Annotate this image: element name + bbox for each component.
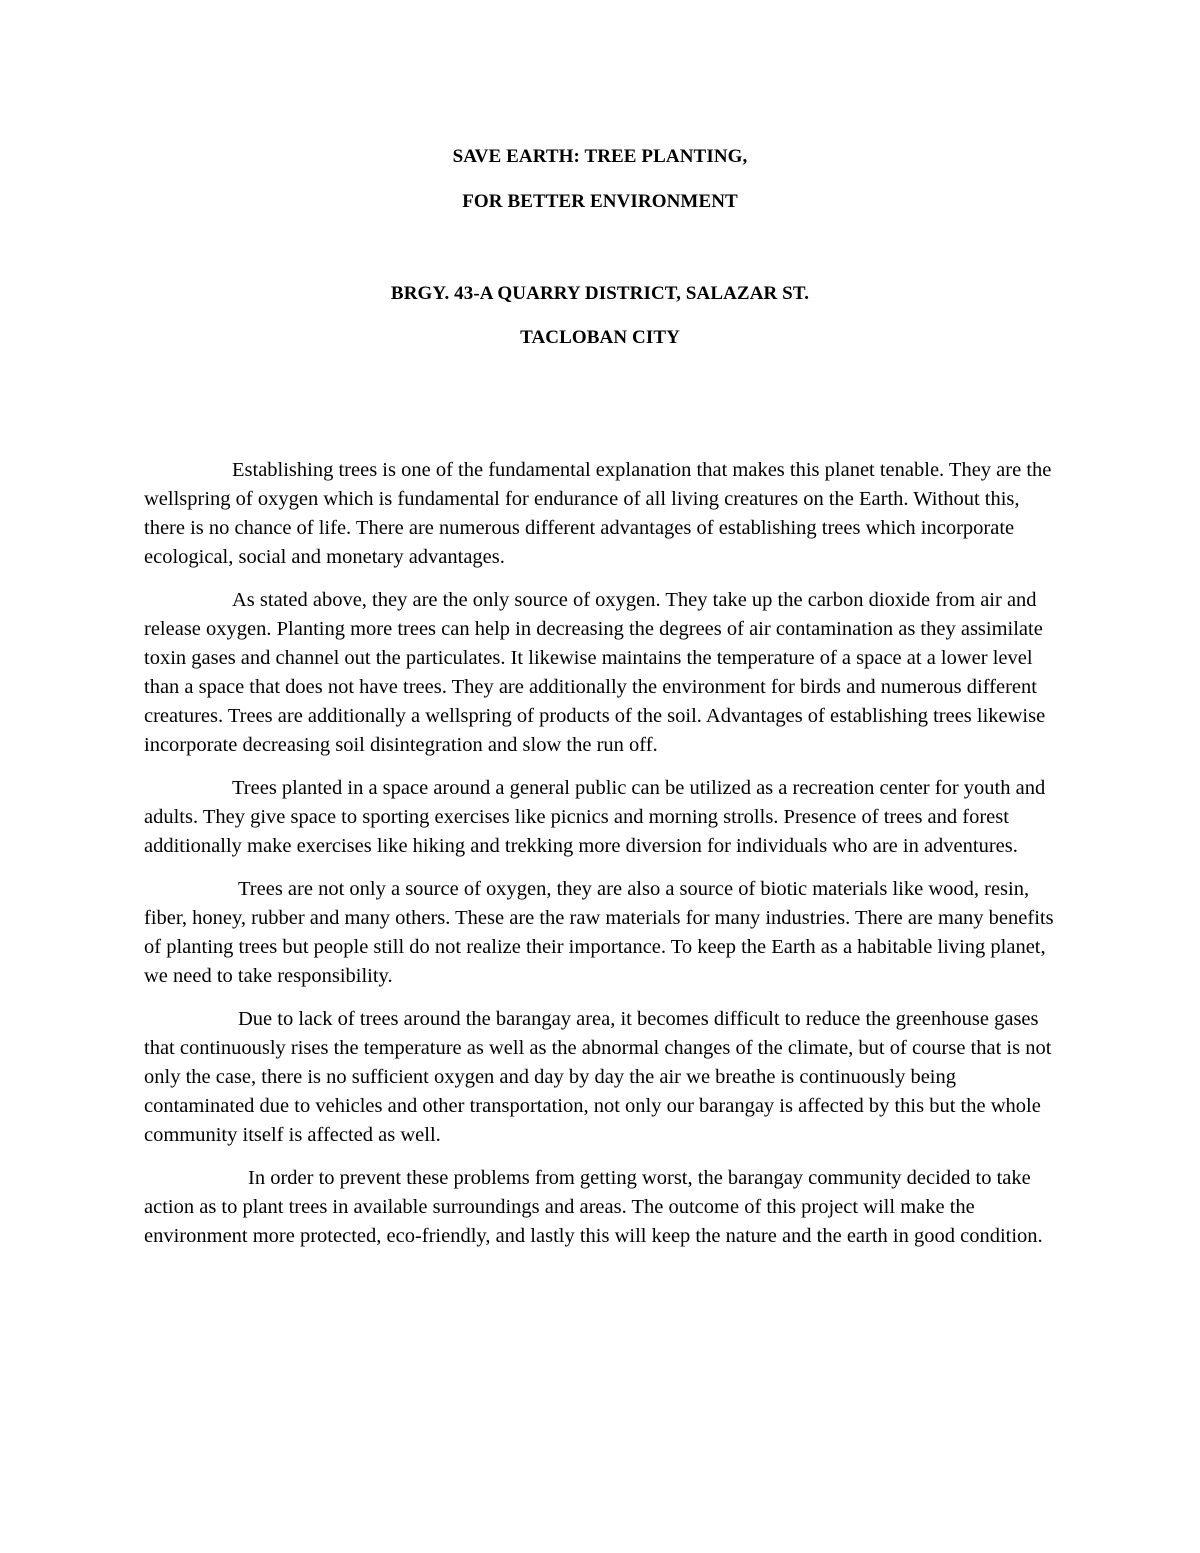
paragraph-4: Trees are not only a source of oxygen, they are also a source of biotic materials like wood, resin, fiber, honey, rubber and many others. These are the raw materials for many industries. There are many benefits of planting trees but people still do not realize their importance. To keep the Earth as a habitable living planet, we need to take responsibility. bbox=[144, 878, 1054, 987]
location-line-2: TACLOBAN CITY bbox=[520, 327, 680, 348]
paragraph-3: Trees planted in a space around a general public can be utilized as a recreation center for youth and adults. They give space to sporting exercises like picnics and morning strolls. Presence of trees and forest additionally make exercises like hiking and trekking more diversion for individuals who are in adventures. bbox=[144, 777, 1046, 857]
title-line-1: SAVE EARTH: TREE PLANTING, bbox=[452, 146, 748, 167]
document-body bbox=[144, 456, 1056, 1265]
paragraph-5: Due to lack of trees around the barangay area, it becomes difficult to reduce the greenhouse gases that continuously rises the temperature as well as the abnormal changes of the climate, but of course that is not only the case, there is no sufficient oxygen and day by day the air we breathe is continuously being contaminated due to vehicles and other transportation, not only our barangay is affected by this but the whole community itself is affected as well. bbox=[144, 1008, 1052, 1146]
paragraph-1: Establishing trees is one of the fundamental explanation that makes this planet tenable. They are the wellspring of oxygen which is fundamental for endurance of all living creatures on the Earth. Without this, there is no chance of life. There are numerous different advantages of establishing trees which incorporate ecological, social and monetary advantages. bbox=[144, 459, 1052, 568]
paragraph-2: As stated above, they are the only source of oxygen. They take up the carbon dioxide from air and release oxygen. Planting more trees can help in decreasing the degrees of air contamination as they assimilate toxin gases and channel out the particulates. It likewise maintains the temperature of a space at a lower level than a space that does not have trees. They are additionally the environment for birds and numerous different creatures. Trees are additionally a wellspring of products of the soil. Advantages of establishing trees likewise incorporate decreasing soil disintegration and slow the run off. bbox=[144, 589, 1046, 756]
title-line-2: FOR BETTER ENVIRONMENT bbox=[462, 191, 738, 212]
location-line-1: BRGY. 43-A QUARRY DISTRICT, SALAZAR ST. bbox=[390, 283, 810, 304]
paragraph-6: In order to prevent these problems from getting worst, the barangay community decided to take action as to plant trees in available surroundings and areas. The outcome of this project will make the environment more protected, eco-friendly, and lastly this will keep the nature and the earth in good condition. bbox=[144, 1167, 1043, 1247]
